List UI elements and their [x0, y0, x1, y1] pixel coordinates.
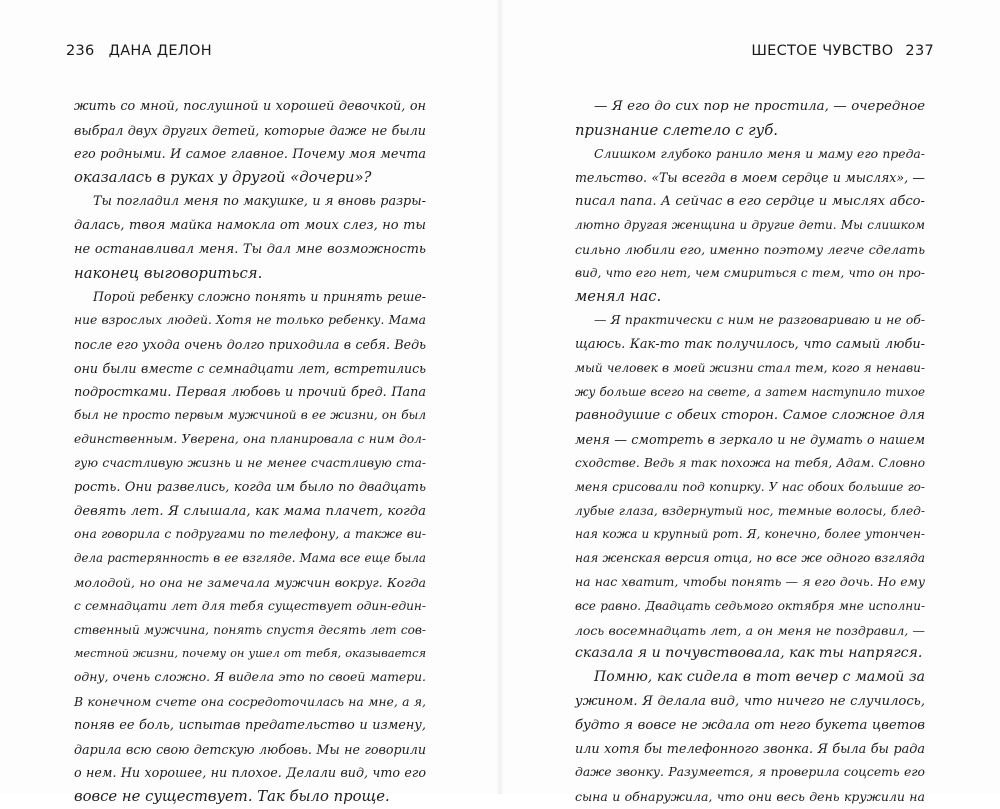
text-line: сильно любили его, именно поэтому легче сделать — [575, 241, 925, 257]
text-line: молодой, но она не замечала мужчин вокруг. Когда — [74, 574, 426, 590]
text-line: менял нас. — [575, 288, 662, 306]
text-line: меня — смотреть в зеркало и не думать о нашем — [575, 432, 925, 448]
left-page-number: 236 — [66, 43, 95, 59]
text-line: Порой ребенку сложно понять и принять реше- — [93, 289, 426, 305]
left-running-head: ДАНА ДЕЛОН — [108, 43, 212, 59]
right-page — [500, 0, 1000, 805]
text-line: будто я вовсе не ждала от него букета цветов — [575, 717, 925, 733]
text-line: Слишком глубоко ранило меня и маму его преда- — [594, 146, 925, 161]
text-line: выбрал двух других детей, которые даже не были — [74, 122, 426, 138]
left-page-body-text — [74, 95, 426, 809]
text-line: рость. Они развелись, когда им было по двадцать — [74, 479, 426, 495]
text-line: о нем. Ни хорошее, ни плохое. Делали вид, что его — [74, 765, 426, 781]
left-running-header — [66, 43, 212, 59]
text-line: ная женская версия отца, но все же одного взгляда — [575, 551, 925, 566]
text-line: девять лет. Я слышала, как мама плачет, когда — [74, 503, 426, 519]
text-line: жу больше всего на свете, а затем наступило тихое — [575, 384, 925, 399]
text-line: или хотя бы телефонного звонка. Я была бы рада — [575, 741, 925, 757]
text-line: лубые глаза, вздернутый нос, темные волосы, блед- — [575, 503, 925, 518]
text-line: жить со мной, послушной и хорошей девочкой, он — [74, 99, 426, 114]
text-line: сказала я и почувствовала, как ты напрягся. — [575, 645, 923, 662]
right-running-header — [751, 43, 934, 59]
text-line: — Я его до сих пор не простила, — очередное — [594, 99, 925, 114]
text-line: ужином. Я делала вид, что ничего не случилось, — [575, 693, 925, 709]
text-line: — Я практически с ним не разговариваю и не об- — [594, 313, 925, 328]
text-line: тельство. «Ты всегда в моем сердце и мыслях», — — [575, 170, 925, 186]
text-line: гую счастливую жизнь и не менее счастливую ста- — [74, 455, 426, 470]
text-line: они были вместе с семнадцати лет, встретились — [74, 360, 426, 376]
text-line: даже звонку. Разумеется, я проверила соцсеть его — [575, 765, 925, 780]
text-line: подростками. Первая любовь и прочий бред. Папа — [74, 384, 426, 400]
text-line: не останавливал меня. Ты дал мне возможность — [74, 241, 426, 257]
text-line: был не просто первым мужчиной в ее жизни, он был — [74, 408, 426, 423]
text-line: равнодушие с обеих сторон. Самое сложное для — [575, 408, 925, 424]
text-line: писал папа. А сейчас в его сердце и мыслях абсо- — [575, 194, 925, 210]
right-page-body-text — [575, 95, 925, 809]
text-line: на нас хватит, чтобы понять — я его дочь. Но ему — [575, 574, 925, 589]
text-line: оказалась в руках у другой «дочери»? — [74, 169, 372, 187]
text-line: ние взрослых людей. Хотя не только ребенку. Мама — [74, 313, 426, 328]
text-line: вовсе не существует. Так было проще. — [74, 788, 390, 806]
text-line: признание слетело с губ. — [575, 121, 778, 139]
text-line: В конечном счете она сосредоточилась на мне, а я, — [74, 693, 426, 709]
text-line: сына и обнаружила, что они весь день кружили на — [575, 789, 925, 805]
text-line: с семнадцати лет для тебя существует один-един- — [74, 598, 426, 613]
text-line: единственным. Уверена, она планировала с ним дол- — [74, 432, 426, 447]
text-line: лютно другая женщина и другие дети. Мы слишком — [575, 217, 925, 232]
left-page — [0, 0, 500, 806]
text-line: поняв ее боль, испытав предательство и измену, — [74, 717, 426, 733]
text-line: одну, очень сложно. Я видела это по своей матери. — [74, 670, 426, 685]
right-running-head: ШЕСТОЕ ЧУВСТВО — [751, 43, 894, 59]
text-line: все равно. Двадцать седьмого октября мне исполни- — [575, 598, 925, 613]
text-line: его родными. И самое главное. Почему моя мечта — [74, 146, 426, 162]
text-line: щаюсь. Как-то так получилось, что самый люби- — [575, 336, 925, 352]
text-line: вид, что его нет, чем смириться с тем, что он про- — [575, 265, 925, 280]
text-line: ная кожа и крупный рот. Я, конечно, более утончен- — [575, 527, 925, 542]
text-line: меня срисовали под копирку. У нас обоих большие го- — [575, 479, 925, 494]
text-line: она говорила с подругами по телефону, а также ви- — [74, 527, 426, 542]
text-line: местной жизни, почему он ушел от тебя, оказывается — [74, 646, 426, 661]
right-page-number: 237 — [905, 43, 934, 59]
text-line: дарила всю свою детскую любовь. Мы не говорили — [74, 741, 426, 757]
text-line: сходстве. Ведь я так похожа на тебя, Адам. Словно — [575, 455, 925, 470]
text-line: лось восемнадцать лет, а он меня не поздравил, — — [575, 622, 925, 638]
text-line: далась, твоя майка намокла от моих слез, но ты — [74, 217, 426, 233]
text-line: Ты погладил меня по макушке, и я вновь разры- — [93, 194, 426, 210]
text-line: дела растерянность в ее взгляде. Мама все еще была — [74, 551, 426, 566]
text-line: после его ухода очень долго приходила в себя. Ведь — [74, 336, 426, 352]
text-line: наконец выговориться. — [74, 264, 263, 282]
text-line: мый человек в моей жизни стал тем, кого я ненави- — [575, 360, 925, 375]
text-line: ственный мужчина, понять спустя десять лет сов- — [74, 622, 426, 637]
text-line: Помню, как сидела в тот вечер с мамой за — [594, 669, 925, 686]
